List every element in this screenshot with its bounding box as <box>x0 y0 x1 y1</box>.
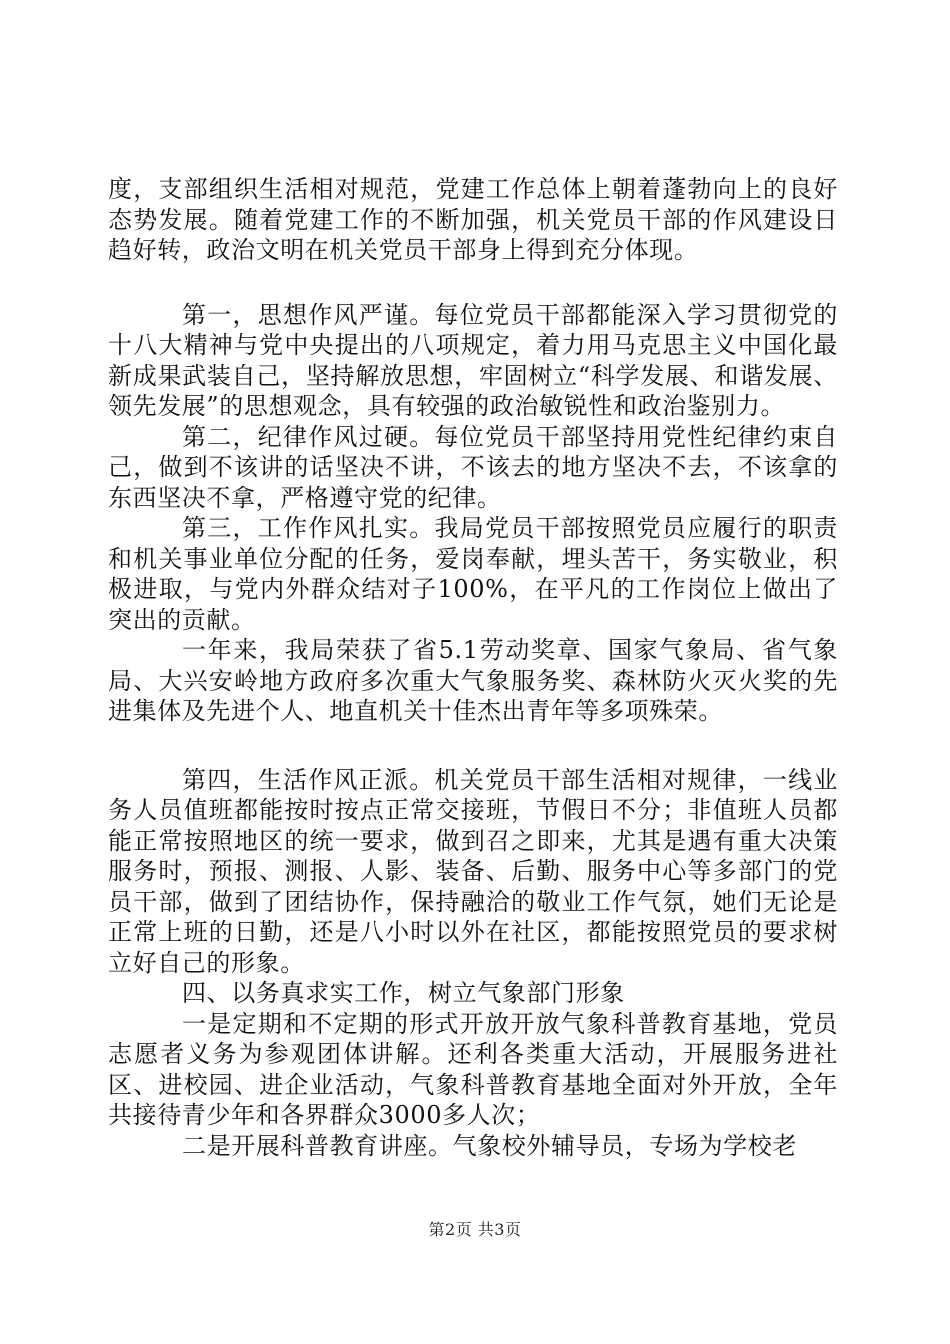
page-footer: 第2页 共3页 <box>428 1220 522 1239</box>
paragraph-continuation: 度，支部组织生活相对规范，党建工作总体上朝着蓬勃向上的良好态势发展。随着党建工作的不断加强，机关党员干部的作风建设日趋好转，政治文明在机关党员干部身上得到充分体现。 <box>108 175 838 264</box>
paragraph-point-two: 第二，纪律作风过硬。每位党员干部坚持用党性纪律约束自己，做到不该讲的话坚决不讲，不该去的地方坚决不去，不该拿的东西坚决不拿，严格遵守党的纪律。 <box>108 422 838 512</box>
paragraph-item-one: 一是定期和不定期的形式开放开放气象科普教育基地，党员志愿者义务为参观团体讲解。还利各类重大活动，开展服务进社区、进校园、进企业活动，气象科普教育基地全面对外开放，全年共接待青少年和各界群众3000多人次； <box>108 1009 838 1129</box>
paragraph-awards: 一年来，我局荣获了省5.1劳动奖章、国家气象局、省气象局、大兴安岭地方政府多次重大气象服务奖、森林防火灭火奖的先进集体及先进个人、地直机关十佳杰出青年等多项殊荣。 <box>108 636 838 725</box>
paragraph-point-four: 第四，生活作风正派。机关党员干部生活相对规律，一线业务人员值班都能按时按点正常交接班，节假日不分；非值班人员都能正常按照地区的统一要求，做到召之即来，尤其是遇有重大决策服务时，预报、测报、人影、装备、后勤、服务中心等多部门的党员干部，做到了团结协作，保持融洽的敬业工作气氛，她们无论是正常上班的日勤，还是八小时以外在社区，都能按照党员的要求树立好自己的形象。 <box>108 765 838 977</box>
paragraph-point-three: 第三，工作作风扎实。我局党员干部按照党员应履行的职责和机关事业单位分配的任务，爱岗奉献，埋头苦干，务实敬业，积极进取，与党内外群众结对子100%，在平凡的工作岗位上做出了突出的贡献。 <box>108 514 838 634</box>
document-body <box>108 174 838 1161</box>
paragraph-item-two: 二是开展科普教育讲座。气象校外辅导员，专场为学校老 <box>182 1131 797 1160</box>
paragraph-point-one: 第一，思想作风严谨。每位党员干部都能深入学习贯彻党的十八大精神与党中央提出的八项规定，着力用马克思主义中国化最新成果武装自己，坚持解放思想，牢固树立“科学发展、和谐发展、领先发展”的思想观念，具有较强的政治敏锐性和政治鉴别力。 <box>108 300 838 420</box>
section-heading: 四、以务真求实工作，树立气象部门形象 <box>182 979 625 1007</box>
